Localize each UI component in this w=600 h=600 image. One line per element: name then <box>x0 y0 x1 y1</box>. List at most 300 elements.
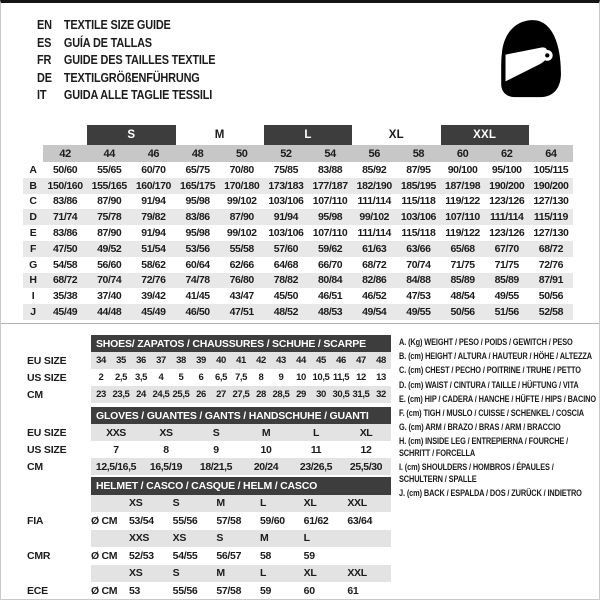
table-cell: 61 <box>347 584 359 597</box>
size-value-cell: 119/122 <box>445 227 480 240</box>
size-value-cell: 68/72 <box>43 273 87 289</box>
language-title: TEXTILGRÖßENFÜHRUNG <box>63 69 200 85</box>
size-value-cell: 47/51 <box>220 304 264 320</box>
legend-item: B. (cm) HEIGHT / ALTURA / HAUTEUR / HÖHE / ALTEZZA <box>399 351 592 362</box>
table-cell: 55/56 <box>172 514 198 527</box>
table-cell: 7,5 <box>234 372 247 383</box>
table-title: HELMET / CASCO / CASQUE / HELM / CASCO <box>91 477 391 495</box>
table-cell: 25,5/30 <box>341 458 391 475</box>
section-divider <box>1 323 600 324</box>
size-value-cell: 103/106 <box>396 209 440 225</box>
size-header-cell: 50 <box>220 145 264 162</box>
size-value-cell: 83/86 <box>52 227 78 240</box>
size-value-cell: 48/52 <box>264 304 308 320</box>
size-row-spacer <box>23 145 43 162</box>
table-cell: 34 <box>91 352 111 369</box>
language-row <box>37 86 255 104</box>
legend-item: E. (cm) HIP / CADERA / HANCHE / HÜFTE / HIPS / BACINO <box>399 393 596 404</box>
table-cell: 23 <box>91 386 111 403</box>
table-cell: 2 <box>98 372 104 383</box>
table-cell: 59 <box>303 549 315 562</box>
size-group-header: XL <box>388 129 404 141</box>
size-value-cell: 74/78 <box>176 273 220 289</box>
standard-label: CMR <box>27 549 51 562</box>
table-cell: 11 <box>310 443 322 456</box>
row-label: G <box>29 258 37 271</box>
size-value-cell: 127/130 <box>533 195 569 208</box>
table-row-label: EU SIZE <box>27 426 67 439</box>
size-value-cell: 50/56 <box>441 304 485 320</box>
size-value-cell: 65/75 <box>185 163 210 176</box>
table-cell: 27,5 <box>231 386 251 403</box>
size-value-cell: 76/80 <box>220 273 264 289</box>
table-cell: M <box>241 424 291 441</box>
size-value-cell: 57/60 <box>264 241 308 257</box>
size-value-cell: 66/70 <box>317 258 343 271</box>
helmet-size-cell <box>347 530 391 548</box>
standard-label: ECE <box>27 584 48 597</box>
size-group-header: S <box>87 125 175 145</box>
size-value-cell: 48/53 <box>308 304 352 320</box>
table-cell: 6 <box>198 372 204 383</box>
size-value-cell: 85/89 <box>485 273 529 289</box>
size-value-cell: 46/52 <box>362 290 387 303</box>
size-value-cell: 46/51 <box>317 290 343 303</box>
size-value-cell: 115/119 <box>529 209 573 225</box>
table-cell: 58 <box>260 549 272 562</box>
size-header-cell: 62 <box>485 145 529 162</box>
size-value-cell: 103/106 <box>268 227 304 240</box>
size-value-cell: 111/114 <box>357 195 391 208</box>
legend-item: D. (cm) WAIST / CINTURA / TAILLE / HÜFTUNG / VITA <box>399 379 579 390</box>
table-cell: L <box>291 424 341 441</box>
language-code: ES <box>37 34 52 50</box>
language-code: FR <box>37 52 52 67</box>
helmet-size-cell: M <box>216 565 260 583</box>
helmet-size-cell: L <box>260 495 304 513</box>
table-cell: 26 <box>191 386 211 403</box>
language-row <box>37 51 255 69</box>
table-cell: 24,5 <box>151 386 171 403</box>
size-value-cell: 58/62 <box>141 258 166 271</box>
size-value-cell: 47/50 <box>43 241 87 257</box>
language-code: DE <box>37 69 52 85</box>
size-value-cell: 56/60 <box>97 258 122 271</box>
legend-item: G. (cm) ARM / BRAZO / BRAS / ARM / BRACCIO <box>399 422 561 433</box>
size-value-cell: 123/126 <box>489 195 525 208</box>
table-cell: 16,5/19 <box>141 458 191 475</box>
size-value-cell: 99/102 <box>226 195 257 208</box>
table-cell: 48 <box>371 352 391 369</box>
table-cell: 23,5 <box>111 386 131 403</box>
language-title: TEXTILE SIZE GUIDE <box>63 17 171 32</box>
language-title: GUIDA ALLE TAGLIE TESSILI <box>63 87 213 102</box>
table-cell: S <box>191 424 241 441</box>
table-cell: 10 <box>296 372 306 383</box>
size-value-cell: 60/64 <box>185 258 210 271</box>
table-cell: 38 <box>171 352 191 369</box>
size-value-cell: 75/78 <box>87 209 131 225</box>
size-value-cell: 39/42 <box>141 290 166 303</box>
size-value-cell: 63/66 <box>396 241 440 257</box>
table-cell: XS <box>141 424 191 441</box>
size-value-cell: 103/106 <box>268 195 304 208</box>
size-group-header: XXL <box>441 125 529 145</box>
size-row-spacer <box>27 565 91 583</box>
table-cell: 32 <box>371 386 391 403</box>
helmet-size-cell: L <box>304 530 348 548</box>
table-cell: 10,5 <box>312 372 330 383</box>
size-value-cell: 55/65 <box>97 163 122 176</box>
table-cell: 18/21,5 <box>191 458 241 475</box>
unit-cell: Ø CM <box>91 549 118 562</box>
table-title: GLOVES / GUANTES / GANTS / HANDSCHUHE / GUANTI <box>91 407 391 424</box>
size-value-cell: 46/50 <box>176 304 220 320</box>
size-value-cell: 187/198 <box>441 178 485 194</box>
table-title: SHOES/ ZAPATOS / CHAUSSURES / SCHUHE / SCARPE <box>91 335 391 352</box>
table-cell: 53/54 <box>129 514 154 527</box>
table-row-label: EU SIZE <box>27 354 67 367</box>
table-cell: 40 <box>211 352 231 369</box>
size-value-cell: 182/190 <box>352 178 396 194</box>
row-label: F <box>23 241 43 257</box>
size-value-cell: 79/82 <box>131 209 175 225</box>
table-cell: 7 <box>113 443 119 456</box>
table-cell: XXS <box>91 424 141 441</box>
table-cell: 39 <box>191 352 211 369</box>
table-cell: 5 <box>178 372 184 383</box>
table-cell: 12 <box>356 372 366 383</box>
size-value-cell: 51/54 <box>131 241 175 257</box>
table-cell: 4 <box>158 372 164 383</box>
size-value-cell: 185/195 <box>396 178 440 194</box>
size-value-cell: 45/50 <box>273 290 299 303</box>
table-cell: 2,5 <box>114 372 127 383</box>
size-value-cell: 115/118 <box>401 195 436 208</box>
size-value-cell: 78/82 <box>264 273 308 289</box>
size-value-cell: 173/183 <box>264 178 308 194</box>
table-cell: 27 <box>211 386 231 403</box>
table-cell: 3,5 <box>134 372 147 383</box>
legend-item: H. (cm) INSIDE LEG / ENTREPIERNA / FOURCHE / SCHRITT / FORCELLA <box>399 436 569 458</box>
table-row-label: CM <box>27 388 43 401</box>
size-value-cell: 107/110 <box>312 195 348 208</box>
table-cell: 12 <box>360 443 372 456</box>
gloves-size-table <box>27 407 391 475</box>
table-cell: 61/62 <box>303 514 329 527</box>
size-header-cell: 64 <box>529 145 573 162</box>
size-group-header: M <box>214 129 225 141</box>
size-value-cell: 119/122 <box>445 195 480 208</box>
legend-item: A. (Kg) WEIGHT / PESO / POIDS / GEWITCH / PESO <box>399 337 573 347</box>
helmet-size-cell: M <box>216 495 260 513</box>
table-row-label: CM <box>27 460 43 473</box>
size-value-cell: 80/84 <box>308 273 352 289</box>
size-header-cell: 44 <box>87 145 131 162</box>
size-row-spacer <box>27 530 91 548</box>
size-value-cell: 91/94 <box>141 227 166 240</box>
size-value-cell: 62/66 <box>229 258 254 271</box>
size-header-cell: 48 <box>176 145 220 162</box>
size-value-cell: 71/75 <box>494 258 519 271</box>
table-cell: 56/57 <box>216 549 242 562</box>
table-cell: 57/58 <box>216 584 242 597</box>
table-cell <box>347 547 391 565</box>
title-row-spacer <box>27 477 91 495</box>
size-header-cell: 58 <box>396 145 440 162</box>
language-title-list <box>37 16 255 104</box>
table-cell: 47 <box>351 352 371 369</box>
table-row-label: US SIZE <box>27 371 67 384</box>
size-header-cell: 54 <box>308 145 352 162</box>
size-value-cell: 65/68 <box>441 241 485 257</box>
table-cell: 36 <box>131 352 151 369</box>
size-value-cell: 95/100 <box>491 163 522 176</box>
size-value-cell: 75/85 <box>273 163 299 176</box>
helmet-size-cell: XS <box>129 495 173 513</box>
table-cell: 63/64 <box>347 514 373 527</box>
size-value-cell: 45/49 <box>131 304 175 320</box>
size-value-cell: 111/114 <box>357 227 391 240</box>
helmet-size-table <box>27 477 391 600</box>
size-value-cell: 82/86 <box>352 273 396 289</box>
table-cell: 35 <box>111 352 131 369</box>
size-value-cell: 85/89 <box>441 273 485 289</box>
size-value-cell: 72/76 <box>131 273 175 289</box>
table-cell: 54/55 <box>172 549 198 562</box>
row-label: A <box>29 163 37 176</box>
size-value-cell: 54/58 <box>52 258 78 271</box>
size-value-cell: 64/68 <box>273 258 299 271</box>
table-cell: 8 <box>258 372 264 383</box>
helmet-size-cell: L <box>260 565 304 583</box>
size-value-cell: 95/98 <box>308 209 352 225</box>
table-cell: 57/58 <box>216 514 242 527</box>
table-cell: 30,5 <box>331 386 351 403</box>
helmet-size-cell: XXL <box>347 495 391 513</box>
table-cell: 6,5 <box>214 372 227 383</box>
table-cell: 12,5/16,5 <box>91 458 141 475</box>
legend-item: I. (cm) SHOULDERS / HOMBROS / ÉPAULES / SCHULTERN / SPALLE <box>399 462 554 484</box>
table-cell: 60 <box>303 584 315 597</box>
size-value-cell: 71/75 <box>450 258 475 271</box>
unit-cell: Ø CM <box>91 514 118 527</box>
table-cell: 30 <box>311 386 331 403</box>
size-value-cell: 72/76 <box>538 258 564 271</box>
size-value-cell: 127/130 <box>533 227 569 240</box>
helmet-size-cell: XS <box>129 565 173 583</box>
size-value-cell: 190/200 <box>529 178 573 194</box>
size-value-cell: 71/74 <box>43 209 87 225</box>
table-cell: 46 <box>331 352 351 369</box>
table-cell: 45 <box>311 352 331 369</box>
size-value-cell: 170/180 <box>220 178 264 194</box>
size-value-cell: 53/56 <box>176 241 220 257</box>
size-value-cell: 87/90 <box>97 227 122 240</box>
size-value-cell: 37/40 <box>97 290 122 303</box>
table-cell: 10 <box>260 443 272 456</box>
language-row <box>37 16 255 34</box>
size-value-cell: 43/47 <box>229 290 254 303</box>
size-value-cell: 85/92 <box>362 163 387 176</box>
language-row <box>37 69 255 87</box>
size-value-cell: 95/98 <box>185 195 210 208</box>
table-cell: XL <box>341 424 391 441</box>
size-value-cell: 91/94 <box>264 209 308 225</box>
unit-cell-spacer <box>91 495 129 513</box>
row-label: H <box>23 273 43 289</box>
size-value-cell: 55/58 <box>220 241 264 257</box>
standard-label: FIA <box>27 514 44 527</box>
table-cell: 25,5 <box>171 386 191 403</box>
size-group-header <box>529 125 573 145</box>
group-row-spacer <box>23 125 43 145</box>
size-value-cell: 123/126 <box>489 227 525 240</box>
size-header-cell: 60 <box>441 145 485 162</box>
helmet-size-cell: XXL <box>347 565 391 583</box>
table-cell: 9 <box>278 372 284 383</box>
table-cell: 55/56 <box>172 584 198 597</box>
size-value-cell: 95/98 <box>185 227 210 240</box>
title-row-spacer <box>27 335 91 352</box>
size-value-cell: 190/200 <box>485 178 529 194</box>
table-cell: 11,5 <box>332 372 350 383</box>
size-value-cell: 99/102 <box>226 227 257 240</box>
size-value-cell: 35/38 <box>52 290 78 303</box>
size-value-cell: 87/91 <box>529 273 573 289</box>
size-value-cell: 107/110 <box>312 227 348 240</box>
size-value-cell: 47/53 <box>406 290 431 303</box>
size-value-cell: 61/63 <box>352 241 396 257</box>
size-value-cell: 83/86 <box>52 195 78 208</box>
size-value-cell: 60/70 <box>141 163 166 176</box>
helmet-size-cell: M <box>260 530 304 548</box>
table-cell: 13 <box>376 372 386 383</box>
size-value-cell: 49/52 <box>87 241 131 257</box>
table-cell: 20/24 <box>241 458 291 475</box>
row-label: E <box>29 227 37 240</box>
size-value-cell: 165/175 <box>176 178 220 194</box>
table-cell: 8 <box>163 443 169 456</box>
helmet-size-cell: XS <box>173 530 217 548</box>
size-value-cell: 52/58 <box>529 304 573 320</box>
helmet-size-cell: XL <box>304 565 348 583</box>
table-cell: 23/26,5 <box>291 458 341 475</box>
size-value-cell: 90/100 <box>447 163 478 176</box>
size-value-cell: 150/160 <box>43 178 87 194</box>
table-cell: 43 <box>271 352 291 369</box>
unit-cell: Ø CM <box>91 584 118 597</box>
helmet-icon <box>494 17 566 106</box>
legend-item: C. (cm) CHEST / PECHO / POITRINE / TRUHE / PETTO <box>399 365 581 376</box>
size-value-cell: 91/94 <box>141 195 166 208</box>
size-value-cell: 115/118 <box>401 227 436 240</box>
legend-item: F. (cm) TIGH / MUSLO / CUISSE / SCHENKEL / COSCIA <box>399 407 585 418</box>
size-value-cell: 105/115 <box>533 163 569 176</box>
size-value-cell: 70/74 <box>406 258 431 271</box>
table-cell: 28 <box>251 386 271 403</box>
size-value-cell: 51/56 <box>485 304 529 320</box>
size-value-cell: 155/165 <box>87 178 131 194</box>
size-value-cell: 83/86 <box>176 209 220 225</box>
helmet-size-cell: XL <box>304 495 348 513</box>
table-cell: 37 <box>151 352 171 369</box>
size-value-cell: 49/54 <box>352 304 396 320</box>
size-value-cell: 68/72 <box>362 258 387 271</box>
size-header-cell: 52 <box>264 145 308 162</box>
table-cell: 9 <box>213 443 219 456</box>
size-value-cell: 87/95 <box>406 163 431 176</box>
title-row-spacer <box>27 407 91 424</box>
language-title: GUÍA DE TALLAS <box>63 34 152 50</box>
language-code: IT <box>37 87 47 102</box>
helmet-size-cell: XXS <box>129 530 173 548</box>
row-label: B <box>23 178 43 194</box>
language-code: EN <box>37 17 52 32</box>
language-row <box>37 34 255 52</box>
table-cell: 29 <box>291 386 311 403</box>
table-cell: 24 <box>131 386 151 403</box>
table-cell: 59/60 <box>260 514 285 527</box>
size-value-cell: 68/72 <box>529 241 573 257</box>
legend-item: J. (cm) BACK / ESPALDA / DOS / ZURÜCK / INDIETRO <box>399 487 582 498</box>
size-header-cell: 56 <box>352 145 396 162</box>
size-value-cell: 70/74 <box>87 273 131 289</box>
row-label: C <box>29 195 37 208</box>
size-value-cell: 49/55 <box>396 304 440 320</box>
size-value-cell: 49/55 <box>494 290 519 303</box>
size-value-cell: 70/80 <box>229 163 254 176</box>
size-value-cell: 50/60 <box>52 163 78 176</box>
size-value-cell: 177/187 <box>308 178 352 194</box>
size-value-cell: 59/62 <box>308 241 352 257</box>
table-cell: 42 <box>251 352 271 369</box>
unit-cell-spacer <box>91 565 129 583</box>
size-value-cell: 67/70 <box>485 241 529 257</box>
size-value-cell: 107/110 <box>441 209 485 225</box>
table-row-label: US SIZE <box>27 443 67 456</box>
helmet-size-cell: S <box>173 565 217 583</box>
size-value-cell: 87/90 <box>97 195 122 208</box>
size-value-cell: 48/54 <box>450 290 475 303</box>
row-label: I <box>31 290 35 303</box>
table-cell: 41 <box>231 352 251 369</box>
table-cell: 53 <box>129 584 141 597</box>
size-value-cell: 41/45 <box>185 290 210 303</box>
size-value-cell: 50/56 <box>538 290 564 303</box>
size-group-header <box>43 125 87 145</box>
size-value-cell: 83/88 <box>317 163 343 176</box>
size-value-cell: 45/49 <box>43 304 87 320</box>
table-cell: 52/53 <box>129 549 154 562</box>
helmet-size-cell: S <box>173 495 217 513</box>
main-size-table <box>23 125 573 320</box>
size-row-spacer <box>27 495 91 513</box>
unit-cell-spacer <box>91 530 129 548</box>
row-label: J <box>23 304 43 320</box>
helmet-size-cell: S <box>216 530 260 548</box>
size-value-cell: 84/88 <box>396 273 440 289</box>
table-cell: 28,5 <box>271 386 291 403</box>
size-value-cell: 44/48 <box>87 304 131 320</box>
row-label: D <box>23 209 43 225</box>
size-value-cell: 160/170 <box>131 178 175 194</box>
measurement-legend <box>399 337 597 502</box>
size-header-cell: 46 <box>131 145 175 162</box>
size-value-cell: 87/90 <box>220 209 264 225</box>
size-value-cell: 111/114 <box>485 209 529 225</box>
table-cell: 59 <box>260 584 272 597</box>
